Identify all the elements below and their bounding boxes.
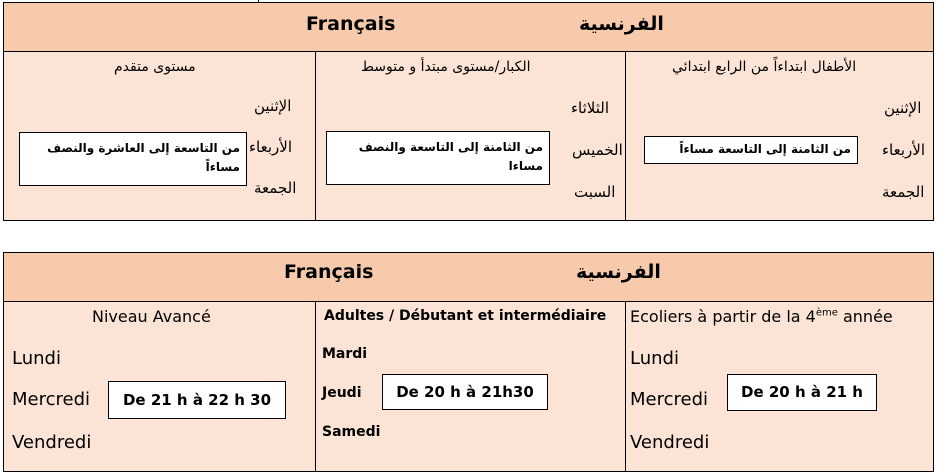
column-title: Niveau Avancé: [92, 307, 211, 326]
day-label: السبت: [574, 183, 616, 201]
day-label: الجمعة: [254, 179, 297, 197]
column-title: مستوى متقدم: [114, 59, 196, 75]
day-label: Mercredi: [630, 389, 709, 410]
time-box: [326, 131, 550, 185]
day-label: الأربعاء: [882, 141, 926, 159]
column-advanced: [4, 52, 315, 220]
column-title-text: année: [837, 307, 893, 326]
day-label: Vendredi: [630, 432, 710, 453]
day-label: Lundi: [12, 348, 61, 369]
column-children: [625, 302, 934, 471]
time-text: من التاسعة إلى العاشرة والنصف: [47, 141, 240, 155]
column-adults: [315, 52, 626, 220]
column-title-text: Ecoliers à partir de la 4: [630, 307, 816, 326]
table-header: [4, 253, 933, 302]
title-arabic: الفرنسية: [579, 13, 664, 35]
day-label: Lundi: [630, 348, 679, 369]
day-label: الخميس: [572, 141, 623, 159]
time-text: De 20 h à 21h30: [396, 383, 534, 401]
day-label: Mercredi: [12, 389, 91, 410]
column-children: [625, 52, 934, 220]
column-title: الأطفال ابتداءاً من الرابع ابتدائي: [672, 59, 857, 75]
schedule-table-french: [3, 252, 934, 472]
title-arabic: الفرنسية: [576, 261, 661, 283]
time-text: مساءا: [508, 159, 543, 173]
title-french: Français: [284, 261, 374, 283]
schedule-table-arabic: [3, 2, 934, 221]
column-title: [630, 307, 893, 326]
day-label: الثلاثاء: [571, 99, 610, 117]
day-label: Samedi: [322, 424, 381, 440]
day-label: Vendredi: [12, 432, 92, 453]
day-label: الجمعة: [882, 183, 925, 201]
day-label: الإثنين: [254, 97, 292, 115]
time-text: من الثامنة إلى التاسعة مساءاً: [679, 142, 851, 156]
column-adults: [315, 302, 626, 471]
column-title-superscript: ème: [815, 307, 838, 319]
column-advanced: [4, 302, 315, 471]
time-text: من الثامنة إلى التاسعة والنصف: [358, 140, 543, 154]
title-french: Français: [306, 13, 396, 35]
time-box: [108, 381, 286, 419]
table-header: [4, 3, 933, 52]
time-box: [19, 132, 247, 186]
column-title: Adultes / Débutant et intermédiaire: [324, 308, 607, 324]
column-title: الكبار/مستوى مبتدأ و متوسط: [361, 59, 531, 75]
time-box: [644, 136, 858, 164]
time-box: [727, 374, 877, 411]
day-label: Jeudi: [322, 385, 362, 401]
time-text: مساءاً: [205, 160, 240, 174]
day-label: الأربعاء: [249, 138, 293, 156]
day-label: الإثنين: [884, 99, 922, 117]
day-label: Mardi: [322, 346, 368, 362]
time-box: [382, 374, 548, 410]
time-text: De 21 h à 22 h 30: [122, 391, 272, 409]
time-text: De 20 h à 21 h: [741, 383, 863, 401]
